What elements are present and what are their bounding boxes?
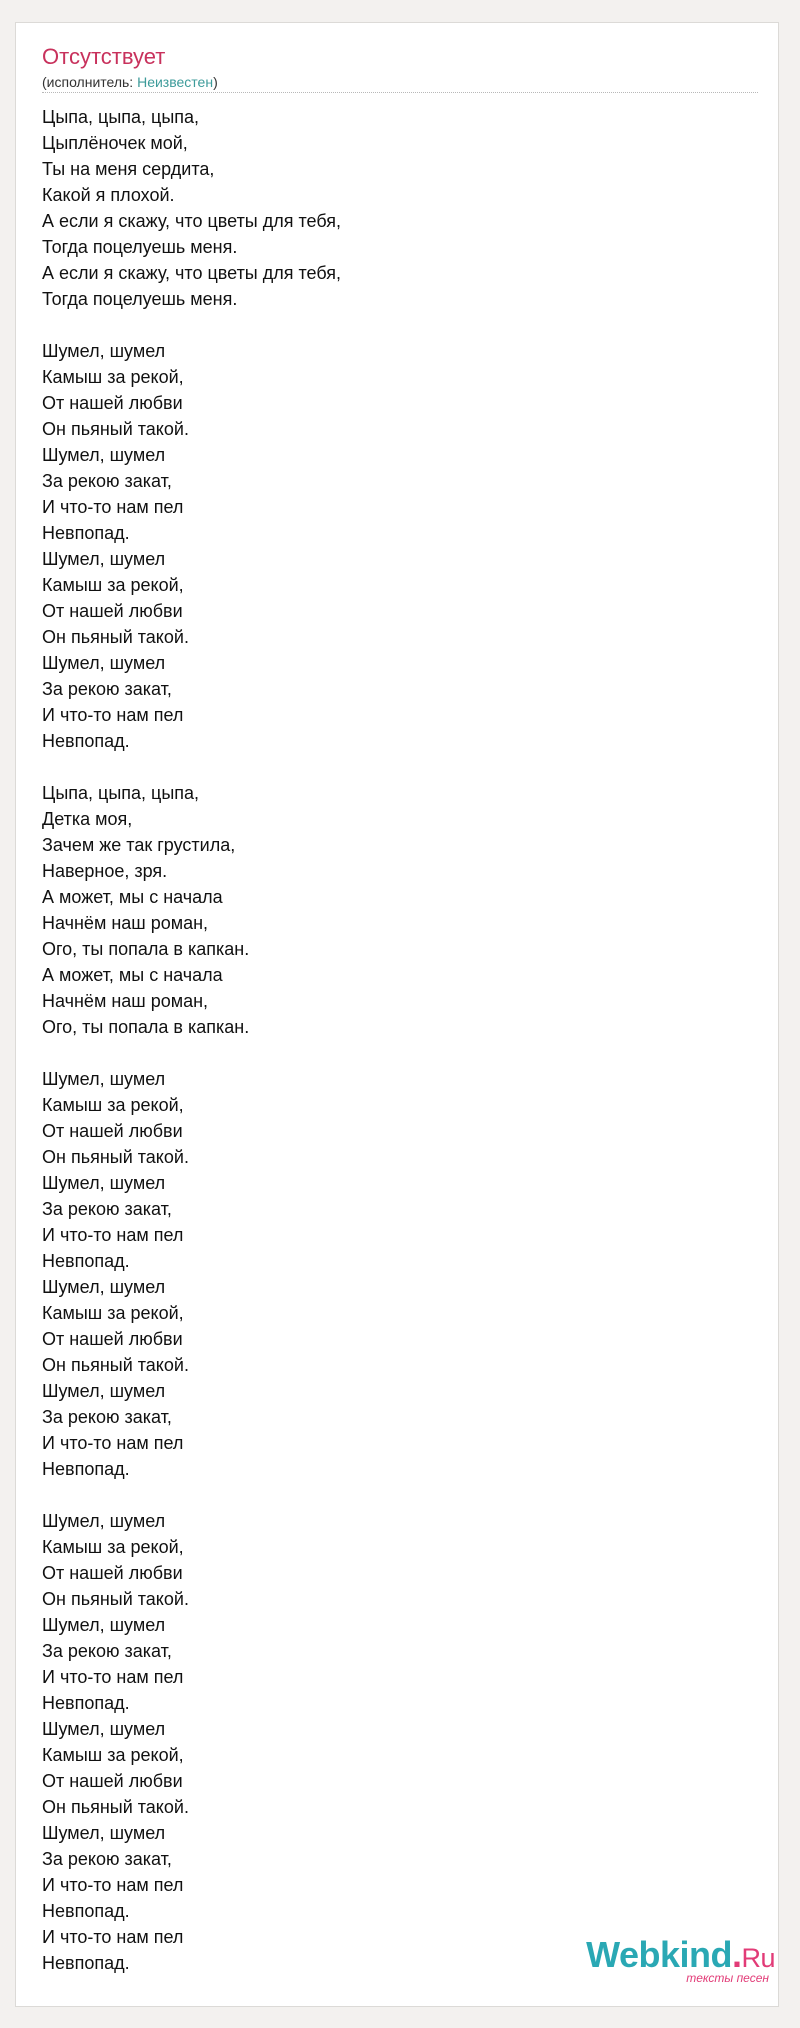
lyrics-card: [15, 22, 779, 2007]
dotted-divider: [42, 92, 758, 93]
lyrics-text: Цыпа, цыпа, цыпа, Цыплёночек мой, Ты на меня сердита, Какой я плохой. А если я скажу, что цветы для тебя, Тогда поцелуешь меня. А если я скажу, что цветы для тебя, Тогда поцелуешь меня. Шумел, шумел Камыш за рекой, От нашей любви Он пьяный такой. Шумел, шумел За рекою закат, И что-то нам пел Невпопад. Шумел, шумел Камыш за рекой, От нашей любви Он пьяный такой. Шумел, шумел За рекою закат, И что-то нам пел Невпопад. Цыпа, цыпа, цыпа, Детка моя, Зачем же так грустила, Наверное, зря. А может, мы с начала Начнём наш роман, Ого, ты попала в капкан. А может, мы с начала Начнём наш роман, Ого, ты попала в капкан. Шумел, шумел Камыш за рекой, От нашей любви Он пьяный такой. Шумел, шумел За рекою закат, И что-то нам пел Невпопад. Шумел, шумел Камыш за рекой, От нашей любви Он пьяный такой. Шумел, шумел За рекою закат, И что-то нам пел Невпопад. Шумел, шумел Камыш за рекой, От нашей любви Он пьяный такой. Шумел, шумел За рекою закат, И что-то нам пел Невпопад. Шумел, шумел Камыш за рекой, От нашей любви Он пьяный такой. Шумел, шумел За рекою закат, И что-то нам пел Невпопад. И что-то нам пел Невпопад.: [42, 107, 342, 1973]
logo-dot: .: [731, 1934, 742, 1975]
artist-suffix: ): [213, 74, 218, 90]
logo-tagline: тексты песен: [686, 1971, 769, 1985]
song-title: Отсутствует: [42, 44, 166, 69]
artist-line: [42, 73, 218, 91]
logo-tld: Ru: [741, 1943, 775, 1973]
logo-name: Webkind: [586, 1934, 732, 1975]
artist-link[interactable]: Неизвестен: [137, 74, 214, 90]
site-logo[interactable]: [585, 1935, 775, 1985]
artist-prefix: (исполнитель:: [42, 74, 138, 90]
